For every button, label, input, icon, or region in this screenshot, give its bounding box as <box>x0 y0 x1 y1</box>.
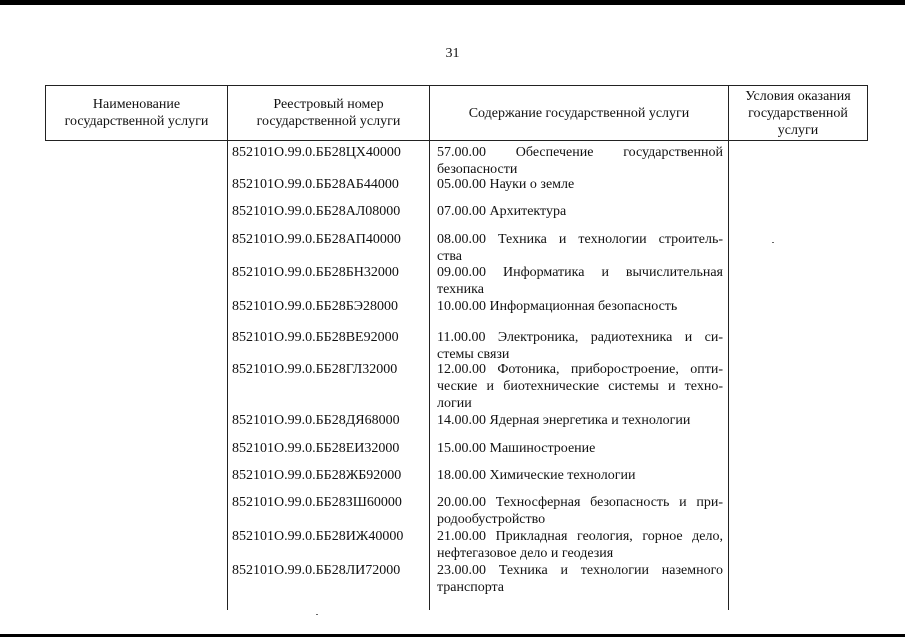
service-content-line: родообустройство <box>437 512 546 527</box>
registry-number-cell: 852101О.99.0.ББ28АБ44000 <box>232 177 399 192</box>
service-content-line: 08.00.00 Техника и технологии строитель- <box>437 232 723 247</box>
service-content-line: 10.00.00 Информационная безопасность <box>437 299 678 314</box>
service-content-cell <box>437 231 723 265</box>
registry-number-cell: 852101О.99.0.ББ28ДЯ68000 <box>232 413 400 428</box>
registry-number-cell: 852101О.99.0.ББ28ЦХ40000 <box>232 145 401 160</box>
service-content-cell <box>437 176 723 193</box>
service-content-line: техника <box>437 282 484 297</box>
registry-number-cell: 852101О.99.0.ББ28ЖБ92000 <box>232 468 402 483</box>
service-content-line: нефтегазовое дело и геодезия <box>437 546 614 561</box>
header-service-name: Наименование государственной услуги <box>64 97 209 129</box>
column-divider-1 <box>227 85 228 610</box>
top-border-rule <box>0 0 905 5</box>
service-content-cell <box>437 264 723 298</box>
registry-number-cell: 852101О.99.0.ББ28ГЛ32000 <box>232 362 398 377</box>
column-divider-2 <box>429 85 430 610</box>
service-content-cell <box>437 562 723 596</box>
registry-number-cell: 852101О.99.0.ББ28БЭ28000 <box>232 299 398 314</box>
service-content-line: 20.00.00 Техносферная безопасность и при- <box>437 495 723 510</box>
registry-number-cell: 852101О.99.0.ББ28БН32000 <box>232 265 399 280</box>
scan-speck <box>772 242 774 243</box>
column-divider-3 <box>728 85 729 610</box>
service-content-cell <box>437 412 723 429</box>
service-content-line: ства <box>437 249 462 264</box>
service-content-line: 15.00.00 Машиностроение <box>437 441 596 456</box>
registry-number-cell: 852101О.99.0.ББ28АЛ08000 <box>232 204 401 219</box>
service-content-line: стемы связи <box>437 347 510 362</box>
service-content-cell <box>437 528 723 562</box>
header-registry-number: Реестровый номер государственной услуги <box>256 97 401 129</box>
service-content-cell <box>437 203 723 220</box>
service-content-line: 21.00.00 Прикладная геология, горное дело, <box>437 529 723 544</box>
service-content-cell <box>437 329 723 363</box>
service-content-cell <box>437 361 723 412</box>
service-content-line: безопасности <box>437 162 518 177</box>
header-service-conditions: Условия оказания государственной услуги <box>745 88 851 138</box>
service-content-line: 14.00.00 Ядерная энергетика и технологии <box>437 413 691 428</box>
service-content-line: логии <box>437 396 472 411</box>
registry-number-cell: 852101О.99.0.ББ28ИЖ40000 <box>232 529 404 544</box>
header-bottom-border <box>45 140 868 141</box>
registry-number-cell: 852101О.99.0.ББ28ЕИ32000 <box>232 441 400 456</box>
service-content-cell <box>437 298 723 315</box>
header-service-content: Содержание государственной услуги <box>468 105 690 121</box>
registry-number-cell: 852101О.99.0.ББ28ЛИ72000 <box>232 563 401 578</box>
bottom-border-rule <box>0 634 905 637</box>
service-content-cell <box>437 494 723 528</box>
service-content-line: 05.00.00 Науки о земле <box>437 177 575 192</box>
scan-speck <box>316 614 318 615</box>
service-content-line: ческие и биотехнические системы и техно- <box>437 379 723 394</box>
page-number: 31 <box>445 46 460 61</box>
service-content-cell <box>437 144 723 178</box>
registry-number-cell: 852101О.99.0.ББ28АП40000 <box>232 232 401 247</box>
service-content-line: 09.00.00 Информатика и вычислительная <box>437 265 723 280</box>
table-right-border <box>867 85 868 141</box>
registry-number-cell: 852101О.99.0.ББ28ЗШ60000 <box>232 495 402 510</box>
service-content-line: 12.00.00 Фотоника, приборостроение, опти- <box>437 362 723 377</box>
service-content-line: 18.00.00 Химические технологии <box>437 468 636 483</box>
service-content-cell <box>437 440 723 457</box>
registry-number-cell: 852101О.99.0.ББ28ВЕ92000 <box>232 330 399 345</box>
service-content-line: 57.00.00 Обеспечение государственной <box>437 145 723 160</box>
service-content-cell <box>437 467 723 484</box>
service-content-line: 23.00.00 Техника и технологии наземного <box>437 563 723 578</box>
service-content-line: 07.00.00 Архитектура <box>437 204 567 219</box>
service-content-line: транспорта <box>437 580 505 595</box>
service-content-line: 11.00.00 Электроника, радиотехника и си- <box>437 330 723 345</box>
